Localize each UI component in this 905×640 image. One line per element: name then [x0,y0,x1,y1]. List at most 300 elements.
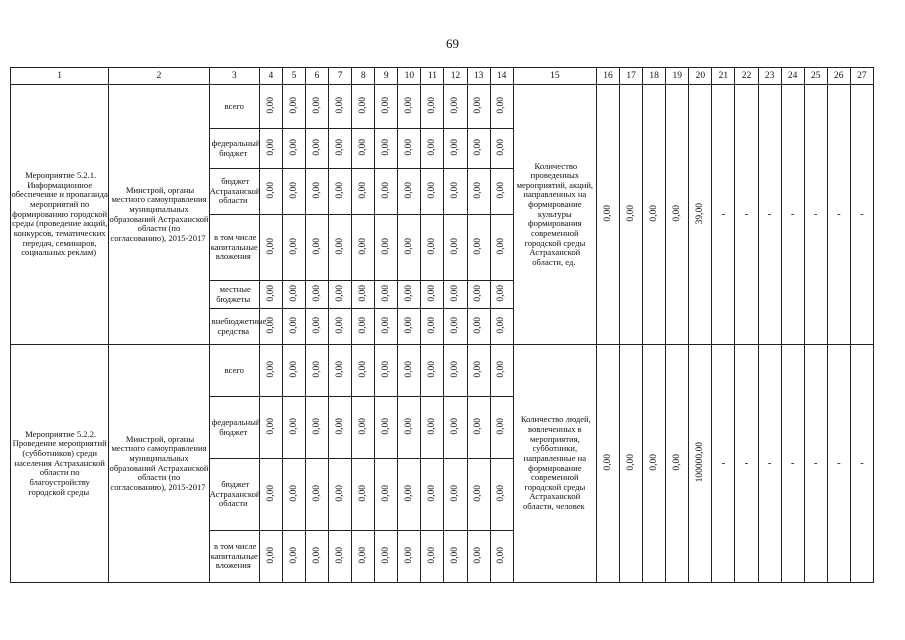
amount-cell-text: 0,00 [473,417,484,435]
amount-cell-text: 0,00 [311,138,322,156]
column-header-8-text: 8 [360,70,366,81]
amount-cell [259,531,282,583]
amount-cell [490,85,513,129]
column-header-4 [259,68,282,85]
measure-name [11,85,109,345]
amount-cell-text: 0,00 [496,237,507,255]
column-header-24-text: 24 [787,70,798,81]
amount-cell [421,397,444,459]
amount-cell-text: 0,00 [450,237,461,255]
amount-cell-text: 0,00 [311,484,322,502]
amount-cell [352,345,375,397]
indicator-value-19 [666,85,689,345]
amount-cell-text: 0,00 [334,484,345,502]
amount-cell [467,169,490,215]
column-header-6-text: 6 [314,70,320,81]
dash-cell-26 [827,345,850,583]
amount-cell-text: 0,00 [496,316,507,334]
column-header-21 [712,68,735,85]
column-header-7-text: 7 [337,70,343,81]
amount-cell-text: 0,00 [473,360,484,378]
dash-cell-27-text: - [860,208,864,221]
indicator-text-text: Количество людей, вовлеченных в мероприятия, субботники, направленные на формирование современной городской среды Астраханской области, человек [520,414,591,511]
indicator-value-20 [689,85,712,345]
indicator-value-17-text: 0,00 [625,204,636,222]
amount-cell [375,531,398,583]
amount-cell [398,345,421,397]
amount-cell-text: 0,00 [288,237,299,255]
amount-cell [352,85,375,129]
amount-cell [398,397,421,459]
amount-cell-text: 0,00 [450,360,461,378]
amount-cell-text: 0,00 [404,417,415,435]
amount-cell-text: 0,00 [357,181,368,199]
indicator-value-16-text: 0,00 [602,204,613,222]
amount-cell [490,169,513,215]
amount-cell [444,531,467,583]
column-header-25-text: 25 [810,70,821,81]
amount-cell [444,309,467,345]
amount-cell [375,309,398,345]
funding-source-text: всего [224,100,244,111]
column-header-14 [490,68,513,85]
amount-cell-text: 0,00 [496,360,507,378]
amount-cell [352,459,375,531]
header-row [11,68,874,85]
amount-cell [329,459,352,531]
dash-cell-21 [712,345,735,583]
amount-cell-text: 0,00 [404,138,415,156]
amount-cell [375,129,398,169]
funding-source-text: федеральный бюджет [211,416,261,437]
column-header-23 [758,68,781,85]
amount-cell-text: 0,00 [450,138,461,156]
amount-cell [490,531,513,583]
amount-cell-text: 0,00 [265,546,276,564]
amount-cell [259,281,282,309]
amount-cell-text: 0,00 [404,484,415,502]
amount-cell [352,129,375,169]
amount-cell [259,397,282,459]
amount-cell-text: 0,00 [265,360,276,378]
amount-cell-text: 0,00 [288,284,299,302]
amount-cell [375,281,398,309]
amount-cell [282,531,305,583]
column-header-24 [781,68,804,85]
amount-cell [352,531,375,583]
amount-cell-text: 0,00 [473,237,484,255]
amount-cell-text: 0,00 [427,284,438,302]
amount-cell-text: 0,00 [334,237,345,255]
amount-cell-text: 0,00 [380,138,391,156]
amount-cell [421,169,444,215]
column-header-19-text: 19 [672,70,682,81]
dash-cell-24-text: - [790,457,795,470]
amount-cell-text: 0,00 [334,138,345,156]
amount-cell-text: 0,00 [357,546,368,564]
amount-cell [490,129,513,169]
column-header-17-text: 17 [626,70,636,81]
amount-cell [352,309,375,345]
column-header-3-text: 3 [231,70,237,81]
amount-cell [259,215,282,281]
dash-cell-25 [804,85,827,345]
amount-cell-text: 0,00 [404,237,415,255]
dash-cell-27 [850,85,873,345]
amount-cell-text: 0,00 [450,417,461,435]
column-header-16-text: 16 [603,70,613,81]
measure-name [11,345,109,583]
amount-cell-text: 0,00 [496,484,507,502]
column-header-3 [209,68,259,85]
amount-cell-text: 0,00 [311,181,322,199]
amount-cell [259,309,282,345]
column-header-19 [666,68,689,85]
amount-cell-text: 0,00 [334,96,345,114]
dash-cell-27 [850,345,873,583]
amount-cell [352,215,375,281]
amount-cell-text: 0,00 [473,484,484,502]
dash-cell-25-text: - [813,457,818,470]
funding-source-text: бюджет Астраханской области [209,176,261,206]
dash-cell-25 [804,345,827,583]
amount-cell [306,309,329,345]
amount-cell-text: 0,00 [311,360,322,378]
dash-cell-24-text: - [790,208,795,221]
amount-cell-text: 0,00 [380,237,391,255]
measure-executor [109,345,209,583]
amount-cell [282,85,305,129]
amount-cell-text: 0,00 [450,96,461,114]
column-header-11 [421,68,444,85]
dash-cell-22-text: - [744,457,749,470]
dash-cell-24 [781,345,804,583]
amount-cell-text: 0,00 [357,284,368,302]
amount-cell [306,129,329,169]
amount-cell-text: 0,00 [427,360,438,378]
amount-cell-text: 0,00 [357,96,368,114]
amount-cell-text: 0,00 [288,96,299,114]
amount-cell [375,169,398,215]
dash-cell-26-text: - [836,208,841,221]
amount-cell-text: 0,00 [404,546,415,564]
amount-cell [398,129,421,169]
amount-cell [282,345,305,397]
amount-cell-text: 0,00 [496,417,507,435]
amount-cell [306,397,329,459]
amount-cell-text: 0,00 [265,316,276,334]
amount-cell-text: 0,00 [380,546,391,564]
amount-cell-text: 0,00 [265,417,276,435]
funding-source [209,169,259,215]
indicator-value-17 [620,85,643,345]
amount-cell-text: 0,00 [496,96,507,114]
measure-executor [109,85,209,345]
amount-cell [444,459,467,531]
funding-source-text: внебюджетные средства [211,315,267,336]
amount-cell-text: 0,00 [380,284,391,302]
indicator-value-18 [643,85,666,345]
column-header-15 [513,68,596,85]
amount-cell [398,169,421,215]
amount-cell [467,531,490,583]
amount-cell [490,459,513,531]
dash-cell-22 [735,85,758,345]
funding-source [209,281,259,309]
amount-cell-text: 0,00 [265,484,276,502]
indicator-value-18-text: 0,00 [648,453,659,471]
amount-cell [329,215,352,281]
amount-cell-text: 0,00 [334,284,345,302]
amount-cell-text: 0,00 [311,417,322,435]
amount-cell-text: 0,00 [380,181,391,199]
table-row [11,85,874,129]
amount-cell-text: 0,00 [380,96,391,114]
amount-cell-text: 0,00 [496,546,507,564]
amount-cell-text: 0,00 [450,284,461,302]
amount-cell [490,397,513,459]
page-number: 69 [446,36,459,51]
measure-executor-text: Минстрой, органы местного самоуправления муниципальных образований Астраханской области (по согласованию), 2015-2017 [109,184,209,243]
amount-cell-text: 0,00 [450,546,461,564]
column-header-13 [467,68,490,85]
column-header-7 [329,68,352,85]
amount-cell [467,281,490,309]
dash-cell-23 [758,345,781,583]
amount-cell [467,129,490,169]
amount-cell [306,459,329,531]
amount-cell [398,459,421,531]
column-header-15-text: 15 [550,70,560,81]
indicator-value-16 [596,85,619,345]
indicator-value-17-text: 0,00 [625,453,636,471]
column-header-16 [596,68,619,85]
amount-cell-text: 0,00 [404,316,415,334]
amount-cell-text: 0,00 [357,484,368,502]
amount-cell [398,85,421,129]
column-header-6 [306,68,329,85]
amount-cell-text: 0,00 [427,316,438,334]
column-header-13-text: 13 [473,70,484,81]
amount-cell-text: 0,00 [380,417,391,435]
column-header-2-text: 2 [156,70,162,81]
measures-table [10,67,874,583]
dash-cell-24 [781,85,804,345]
amount-cell [375,397,398,459]
amount-cell-text: 0,00 [265,237,276,255]
amount-cell-text: 0,00 [496,284,507,302]
column-header-20-text: 20 [695,70,706,81]
amount-cell [467,309,490,345]
column-header-22-text: 22 [741,70,752,81]
amount-cell [490,215,513,281]
amount-cell-text: 0,00 [288,181,299,199]
amount-cell [398,531,421,583]
amount-cell-text: 0,00 [404,284,415,302]
amount-cell-text: 0,00 [357,237,368,255]
indicator-value-20-text: 100000,00 [695,442,706,483]
amount-cell [421,345,444,397]
column-header-22 [735,68,758,85]
funding-source-text: всего [224,364,244,375]
amount-cell [444,169,467,215]
funding-source-text: местные бюджеты [216,283,251,304]
amount-cell [444,281,467,309]
funding-source [209,129,259,169]
column-header-5 [282,68,305,85]
amount-cell [282,281,305,309]
amount-cell [352,397,375,459]
funding-source-text: федеральный бюджет [211,137,261,158]
amount-cell [467,397,490,459]
amount-cell-text: 0,00 [380,360,391,378]
amount-cell [444,397,467,459]
indicator-value-18 [643,345,666,583]
dash-cell-27-text: - [860,457,864,470]
column-header-1-text: 1 [57,70,63,81]
amount-cell [375,215,398,281]
amount-cell [421,129,444,169]
amount-cell [329,531,352,583]
funding-source [209,215,259,281]
amount-cell-text: 0,00 [334,181,345,199]
amount-cell [259,85,282,129]
amount-cell [306,85,329,129]
amount-cell-text: 0,00 [288,360,299,378]
amount-cell [306,345,329,397]
amount-cell [282,309,305,345]
amount-cell [352,169,375,215]
indicator-value-19 [666,345,689,583]
amount-cell [352,281,375,309]
column-header-9-text: 9 [383,70,389,81]
amount-cell-text: 0,00 [334,360,345,378]
amount-cell [282,459,305,531]
amount-cell [421,459,444,531]
column-header-9 [375,68,398,85]
amount-cell-text: 0,00 [288,138,299,156]
amount-cell-text: 0,00 [288,484,299,502]
indicator-text-text: Количество проведенных мероприятий, акций, направленных на формирование культуры формирования современной городской среды Астраханской области, ед. [516,160,594,267]
funding-source [209,397,259,459]
amount-cell [421,531,444,583]
amount-cell-text: 0,00 [357,138,368,156]
dash-cell-23-text: - [767,208,772,221]
amount-cell [329,169,352,215]
amount-cell [329,281,352,309]
amount-cell-text: 0,00 [311,316,322,334]
amount-cell [490,281,513,309]
amount-cell-text: 0,00 [404,96,415,114]
dash-cell-21-text: - [721,208,726,221]
amount-cell-text: 0,00 [311,96,322,114]
amount-cell-text: 0,00 [404,360,415,378]
table-row [11,345,874,397]
amount-cell-text: 0,00 [380,484,391,502]
amount-cell [375,85,398,129]
amount-cell [282,397,305,459]
amount-cell-text: 0,00 [404,181,415,199]
funding-source-text: в том числе капитальные вложения [210,541,258,571]
measure-name-text: Мероприятие 5.2.1. Информационное обеспечение и пропаганда мероприятий по формированию городской среды (проведение акций, конкурсов, тематических передач, семинаров, социальных реклам) [11,170,108,258]
amount-cell-text: 0,00 [334,316,345,334]
amount-cell [490,345,513,397]
dash-cell-22-text: - [744,208,749,221]
indicator-value-18-text: 0,00 [648,204,659,222]
amount-cell-text: 0,00 [473,284,484,302]
amount-cell-text: 0,00 [450,316,461,334]
amount-cell-text: 0,00 [473,138,484,156]
column-header-10 [398,68,421,85]
column-header-4-text: 4 [268,70,274,81]
amount-cell-text: 0,00 [265,138,276,156]
amount-cell [444,129,467,169]
amount-cell-text: 0,00 [427,484,438,502]
column-header-8 [352,68,375,85]
column-header-21-text: 21 [718,70,729,81]
amount-cell [329,309,352,345]
column-header-23-text: 23 [764,70,775,81]
amount-cell-text: 0,00 [357,417,368,435]
column-header-2 [109,68,209,85]
amount-cell [444,345,467,397]
amount-cell [398,309,421,345]
amount-cell [329,397,352,459]
amount-cell-text: 0,00 [496,138,507,156]
amount-cell [375,345,398,397]
amount-cell [398,281,421,309]
amount-cell [490,309,513,345]
amount-cell [421,309,444,345]
column-header-12-text: 12 [450,70,461,81]
amount-cell-text: 0,00 [473,546,484,564]
amount-cell [467,345,490,397]
amount-cell [259,345,282,397]
amount-cell-text: 0,00 [357,360,368,378]
indicator-value-16-text: 0,00 [602,453,613,471]
measure-executor-text: Минстрой, органы местного самоуправления муниципальных образований Астраханской области (по согласованию), 2015-2017 [109,433,209,492]
column-header-20 [689,68,712,85]
amount-cell-text: 0,00 [473,316,484,334]
amount-cell-text: 0,00 [288,316,299,334]
amount-cell [398,215,421,281]
amount-cell [306,169,329,215]
amount-cell [329,345,352,397]
column-header-27-text: 27 [857,70,867,81]
dash-cell-22 [735,345,758,583]
measure-name-text: Мероприятие 5.2.2. Проведение мероприятий (субботников) среди населения Астраханской области по благоустройству городской среды [12,428,107,497]
amount-cell-text: 0,00 [427,237,438,255]
amount-cell [306,215,329,281]
amount-cell-text: 0,00 [450,484,461,502]
column-header-27 [850,68,873,85]
amount-cell [282,169,305,215]
indicator-value-19-text: 0,00 [671,204,682,222]
amount-cell [306,281,329,309]
amount-cell [467,215,490,281]
amount-cell [467,85,490,129]
amount-cell [421,281,444,309]
funding-source-text: в том числе капитальные вложения [210,232,258,262]
amount-cell-text: 0,00 [311,237,322,255]
dash-cell-26 [827,85,850,345]
amount-cell-text: 0,00 [380,316,391,334]
amount-cell-text: 0,00 [357,316,368,334]
funding-source [209,85,259,129]
indicator-value-16 [596,345,619,583]
amount-cell-text: 0,00 [288,546,299,564]
amount-cell [421,85,444,129]
